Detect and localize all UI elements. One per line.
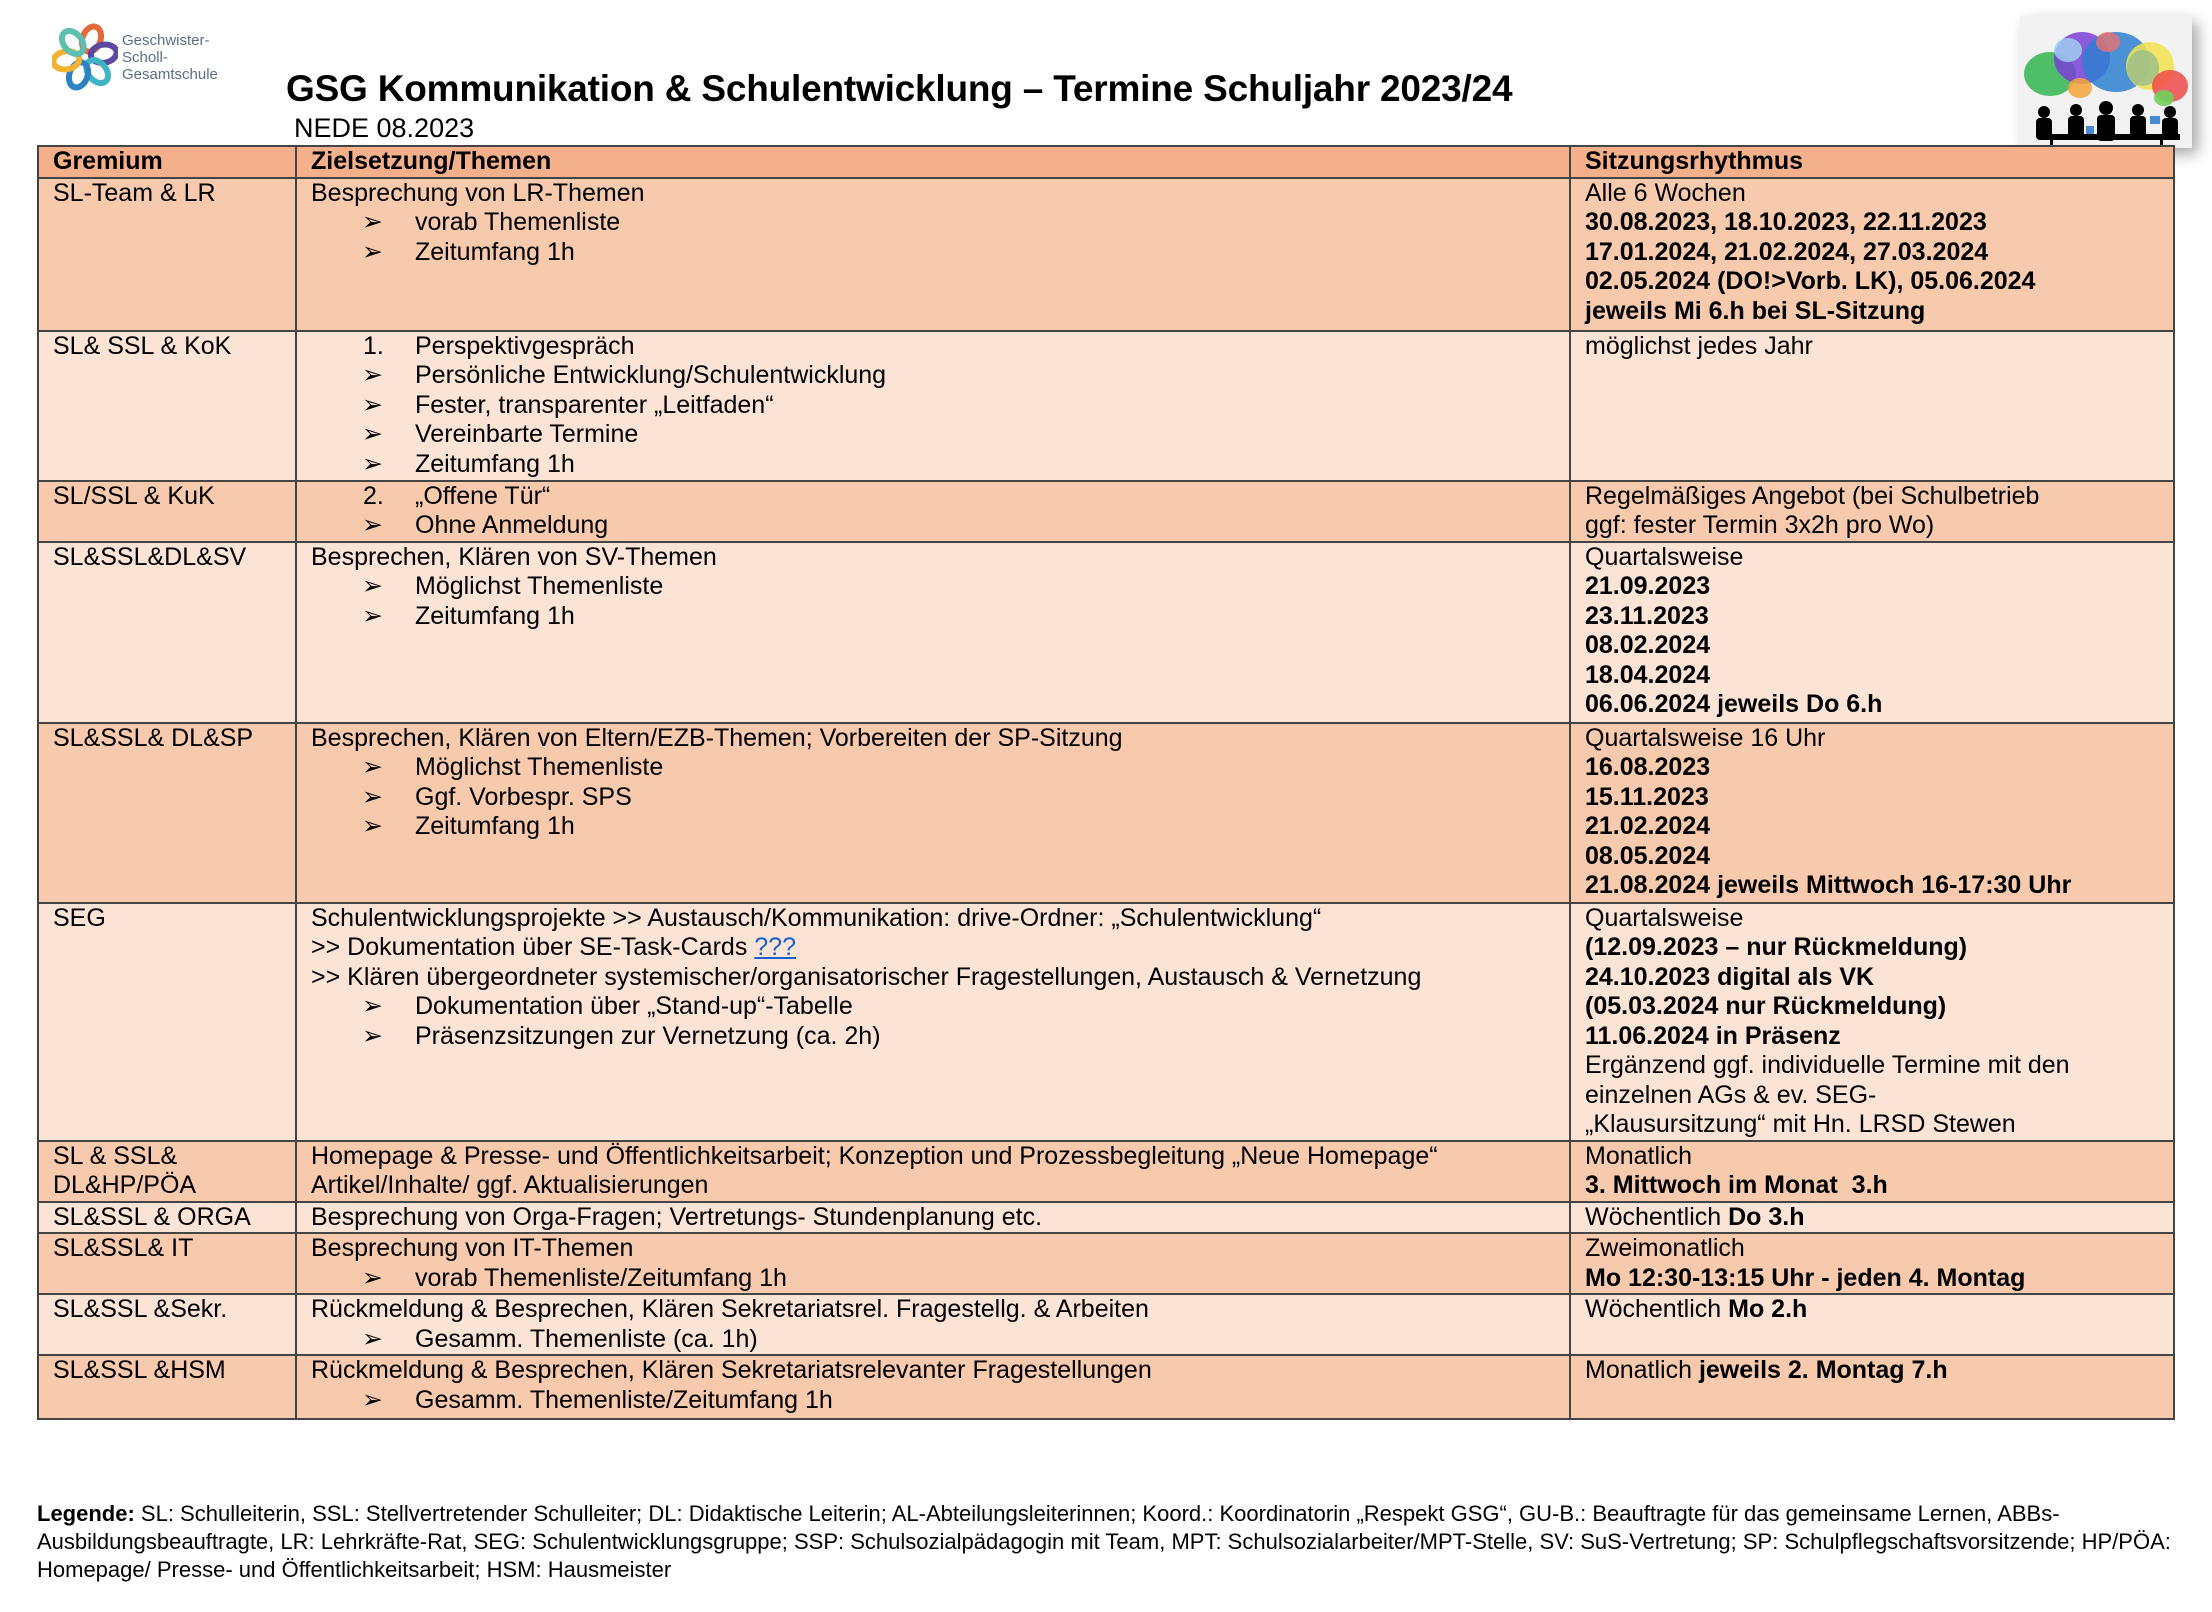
arrow-bullet-icon: ➢ (362, 390, 383, 419)
item-text: Dokumentation über „Stand-up“-Tabelle (415, 992, 853, 1020)
arrow-bullet-icon: ➢ (362, 511, 383, 539)
item-text: Zeitumfang 1h (415, 812, 575, 840)
gremium-text: SEG (53, 903, 106, 932)
theme-text-with-link (311, 933, 1555, 963)
bullet-item (311, 208, 1555, 238)
rhythm-text: Quartalsweise (1585, 542, 1744, 571)
arrow-bullet-icon: ➢ (362, 812, 383, 840)
cell-rhythmus (1570, 178, 2174, 331)
cell-themen (296, 723, 1570, 903)
gremium-text: SL/SSL & KuK (53, 481, 215, 510)
rhythm-text: Monatlich (1585, 1356, 1699, 1384)
rhythmus-line (1585, 1356, 2159, 1386)
arrow-bullet-icon: ➢ (362, 361, 383, 389)
rhythmus-line (1585, 1051, 2159, 1081)
rhythmus-line (1585, 1203, 2159, 1233)
rhythmus-line (1585, 871, 2159, 901)
arrow-bullet-icon: ➢ (362, 753, 383, 781)
cell-rhythmus (1570, 903, 2174, 1141)
bullet-item (311, 1264, 1555, 1294)
gremium-text: SL&SSL & ORGA (53, 1202, 251, 1231)
cell-gremium (38, 1202, 296, 1234)
date-text: 02.05.2024 (DO!>Vorb. LK), 05.06.2024 (1585, 267, 2036, 295)
logo-text (122, 32, 218, 83)
cell-gremium (38, 903, 296, 1141)
legend-text: SL: Schulleiterin, SSL: Stellvertretender Schulleiter; DL: Didaktische Leiterin; AL-Abteilungsleiterinnen; Koord.: Koordinatorin „Respekt GSG“, GU-B.: Beauftragte für das gemeinsame Lernen, ABBs-Ausbildungsbeauftragte, LR: Lehrkräfte-Rat, SEG: Schulentwicklungsgruppe; SSP: Schulsozialpädagogin mit Team, MPT: Schulsozialarbeiter/MPT-Stelle, SV: SuS-Vertretung; SP: Schulpflegschaftsvorsitzende; HP/PÖA: Homepage/ Presse- und Öffentlichkeitsarbeit; HSM: Hausmeister (37, 1501, 2171, 1582)
arrow-bullet-icon: ➢ (362, 1263, 383, 1292)
flower-logo-icon (52, 22, 118, 92)
rhythmus-line (1585, 963, 2159, 993)
arrow-bullet-icon: ➢ (362, 208, 383, 236)
date-text: jeweils Mi 6.h bei SL-Sitzung (1585, 296, 1926, 325)
rhythmus-line (1585, 1142, 2159, 1172)
date-text: Mo 12:30-13:15 Uhr - jeden 4. Montag (1585, 1263, 2026, 1292)
date-text: (12.09.2023 – nur Rückmeldung) (1585, 933, 1968, 961)
cell-gremium (38, 178, 296, 331)
rhythmus-line (1585, 904, 2159, 934)
item-text: Fester, transparenter „Leitfaden“ (415, 390, 774, 419)
date-text: 08.02.2024 (1585, 631, 1711, 659)
arrow-bullet-icon: ➢ (362, 572, 383, 600)
cell-gremium (38, 1355, 296, 1419)
cell-rhythmus (1570, 481, 2174, 542)
bullet-item (311, 602, 1555, 632)
rhythmus-line (1585, 572, 2159, 602)
cell-rhythmus (1570, 723, 2174, 903)
rhythmus-line (1585, 1171, 2159, 1201)
rhythm-text: Quartalsweise 16 Uhr (1585, 723, 1826, 752)
theme-text: Artikel/Inhalte/ ggf. Aktualisierungen (311, 1171, 709, 1199)
numbered-item (311, 482, 1555, 512)
rhythmus-line (1585, 812, 2159, 842)
arrow-bullet-icon: ➢ (362, 1021, 383, 1050)
date-text: 30.08.2023, 18.10.2023, 22.11.2023 (1585, 208, 1987, 236)
item-text: Möglichst Themenliste (415, 572, 664, 600)
rhythmus-line (1585, 1110, 2159, 1140)
bullet-item (311, 391, 1555, 421)
date-text: jeweils 2. Montag 7.h (1698, 1356, 1948, 1384)
rhythm-text: Wöchentlich (1585, 1295, 1729, 1323)
cell-gremium (38, 542, 296, 723)
bullet-item (311, 1386, 1555, 1416)
school-logo (52, 22, 252, 94)
table-row (38, 1355, 2174, 1419)
rhythmus-line (1585, 631, 2159, 661)
bullet-item (311, 361, 1555, 391)
rhythm-text: Wöchentlich (1585, 1202, 1729, 1231)
cell-themen (296, 1202, 1570, 1234)
theme-text: Rückmeldung & Besprechen, Klären Sekretariatsrel. Fragestellg. & Arbeiten (311, 1295, 1149, 1323)
arrow-bullet-icon: ➢ (362, 1324, 383, 1353)
gremium-text: SL & SSL& (53, 1141, 178, 1170)
rhythm-text: Quartalsweise (1585, 903, 1744, 932)
rhythmus-line (1585, 1295, 2159, 1325)
date-text: Mo 2.h (1728, 1295, 1808, 1323)
date-text: 15.11.2023 (1585, 782, 1709, 811)
meeting-speech-bubbles-icon (2020, 16, 2192, 148)
theme-text: Besprechen, Klären von SV-Themen (311, 542, 717, 571)
bullet-item (311, 450, 1555, 480)
task-cards-link[interactable]: ??? (754, 933, 796, 961)
rhythmus-line (1585, 842, 2159, 872)
cell-gremium (38, 1141, 296, 1202)
rhythm-text: Regelmäßiges Angebot (bei Schulbetrieb (1585, 481, 2040, 510)
bullet-item (311, 783, 1555, 813)
logo-line: Geschwister- (122, 32, 210, 49)
table-row (38, 1141, 2174, 1202)
list-number: 2. (363, 481, 384, 510)
rhythm-text: möglichst jedes Jahr (1585, 331, 1813, 360)
bullet-item (311, 992, 1555, 1022)
legend (37, 1500, 2177, 1584)
cell-gremium (38, 481, 296, 542)
rhythmus-line (1585, 661, 2159, 691)
cell-themen (296, 481, 1570, 542)
rhythmus-line (1585, 1022, 2159, 1052)
rhythmus-line (1585, 783, 2159, 813)
table-row (38, 178, 2174, 331)
gremium-text: SL&SSL&DL&SV (53, 542, 247, 571)
cell-rhythmus (1570, 1202, 2174, 1234)
rhythm-text: ggf: fester Termin 3x2h pro Wo) (1585, 511, 1935, 539)
bullet-item (311, 572, 1555, 602)
gremium-text: SL-Team & LR (53, 178, 216, 207)
table-header-row (38, 146, 2174, 178)
rhythm-text: Ergänzend ggf. individuelle Termine mit den (1585, 1051, 2070, 1079)
item-text: Zeitumfang 1h (415, 601, 575, 630)
bullet-item (311, 1325, 1555, 1355)
rhythmus-line (1585, 208, 2159, 238)
rhythmus-line (1585, 297, 2159, 327)
rhythmus-line (1585, 267, 2159, 297)
gremium-text: DL&HP/PÖA (53, 1171, 197, 1199)
item-text: Perspektivgespräch (415, 331, 635, 360)
arrow-bullet-icon: ➢ (362, 782, 383, 811)
item-text: vorab Themenliste (415, 208, 621, 236)
theme-text: Besprechen, Klären von Eltern/EZB-Themen; Vorbereiten der SP-Sitzung (311, 723, 1123, 752)
date-text: 18.04.2024 (1585, 660, 1711, 689)
legend-label: Legende: (37, 1501, 135, 1526)
item-text: Möglichst Themenliste (415, 753, 664, 781)
rhythm-text: Zweimonatlich (1585, 1234, 1745, 1262)
cell-gremium (38, 723, 296, 903)
date-text: 06.06.2024 jeweils Do 6.h (1585, 690, 1883, 718)
date-text: 08.05.2024 (1585, 841, 1711, 870)
cell-themen (296, 542, 1570, 723)
rhythmus-line (1585, 690, 2159, 720)
cell-themen (296, 1141, 1570, 1202)
rhythmus-line (1585, 992, 2159, 1022)
theme-text: Besprechung von Orga-Fragen; Vertretungs- Stundenplanung etc. (311, 1202, 1043, 1231)
table-row (38, 1202, 2174, 1234)
item-text: „Offene Tür“ (415, 481, 551, 510)
bullet-item (311, 511, 1555, 541)
item-text: Zeitumfang 1h (415, 449, 575, 478)
cell-rhythmus (1570, 1141, 2174, 1202)
date-text: 24.10.2023 digital als VK (1585, 962, 1875, 991)
numbered-item (311, 332, 1555, 362)
column-header-themen: Zielsetzung/Themen (296, 146, 1570, 178)
bullet-item (311, 753, 1555, 783)
arrow-bullet-icon: ➢ (362, 449, 383, 478)
date-text: 21.09.2023 (1585, 572, 1711, 600)
item-text: Präsenzsitzungen zur Vernetzung (ca. 2h) (415, 1021, 881, 1050)
date-text: 23.11.2023 (1585, 601, 1709, 630)
table-body (38, 178, 2174, 1420)
date-text: (05.03.2024 nur Rückmeldung) (1585, 992, 1947, 1020)
cell-rhythmus (1570, 1355, 2174, 1419)
theme-text: Schulentwicklungsprojekte >> Austausch/Kommunikation: drive-Ordner: „Schulentwicklung“ (311, 903, 1322, 932)
rhythm-text: Alle 6 Wochen (1585, 178, 1746, 207)
table-row (38, 903, 2174, 1141)
rhythm-text: „Klausursitzung“ mit Hn. LRSD Stewen (1585, 1110, 2016, 1138)
table-row (38, 481, 2174, 542)
page-subtitle: NEDE 08.2023 (294, 113, 475, 143)
date-text: 21.08.2024 jeweils Mittwoch 16-17:30 Uhr (1585, 871, 2072, 899)
arrow-bullet-icon: ➢ (362, 992, 383, 1020)
theme-text: >> Klären übergeordneter systemischer/organisatorischer Fragestellungen, Austausch & Vernetzung (311, 962, 1422, 991)
logo-line: Scholl- (122, 49, 168, 66)
table-row (38, 1233, 2174, 1294)
meeting-image (2020, 16, 2192, 148)
gremium-text: SL&SSL& DL&SP (53, 723, 254, 752)
rhythmus-line (1585, 1264, 2159, 1294)
rhythmus-line (1585, 1234, 2159, 1264)
rhythmus-line (1585, 753, 2159, 783)
item-text: Zeitumfang 1h (415, 237, 575, 266)
cell-rhythmus (1570, 331, 2174, 481)
column-header-rhythmus: Sitzungsrhythmus (1570, 146, 2174, 178)
date-text: 21.02.2024 (1585, 812, 1711, 840)
item-text: Gesamm. Themenliste (ca. 1h) (415, 1324, 758, 1353)
date-text: Do 3.h (1728, 1202, 1805, 1231)
rhythmus-line (1585, 179, 2159, 209)
rhythmus-line (1585, 482, 2159, 512)
rhythmus-line (1585, 332, 2159, 362)
cell-rhythmus (1570, 1294, 2174, 1355)
cell-themen (296, 1294, 1570, 1355)
rhythmus-line (1585, 602, 2159, 632)
bullet-item (311, 1022, 1555, 1052)
theme-text: Besprechung von LR-Themen (311, 178, 645, 207)
cell-rhythmus (1570, 542, 2174, 723)
rhythm-text: einzelnen AGs & ev. SEG- (1585, 1080, 1877, 1109)
item-text: Vereinbarte Termine (415, 420, 639, 448)
rhythmus-line (1585, 933, 2159, 963)
list-number: 1. (363, 331, 384, 360)
table-row (38, 331, 2174, 481)
arrow-bullet-icon: ➢ (362, 1385, 383, 1414)
cell-gremium (38, 1294, 296, 1355)
rhythmus-line (1585, 543, 2159, 573)
arrow-bullet-icon: ➢ (362, 601, 383, 630)
table-row (38, 542, 2174, 723)
date-text: 11.06.2024 in Präsenz (1585, 1021, 1841, 1050)
item-text: Persönliche Entwicklung/Schulentwicklung (415, 361, 887, 389)
cell-themen (296, 331, 1570, 481)
gremium-text: SL&SSL &HSM (53, 1356, 226, 1384)
item-text: vorab Themenliste/Zeitumfang 1h (415, 1263, 787, 1292)
arrow-bullet-icon: ➢ (362, 237, 383, 266)
cell-themen (296, 178, 1570, 331)
cell-themen (296, 1233, 1570, 1294)
rhythmus-line (1585, 238, 2159, 268)
cell-themen (296, 903, 1570, 1141)
date-text: 16.08.2023 (1585, 753, 1711, 781)
item-text: Ohne Anmeldung (415, 511, 609, 539)
bullet-item (311, 812, 1555, 842)
column-header-gremium: Gremium (38, 146, 296, 178)
bullet-item (311, 238, 1555, 268)
cell-themen (296, 1355, 1570, 1419)
cell-gremium (38, 1233, 296, 1294)
theme-text: Besprechung von IT-Themen (311, 1234, 634, 1262)
rhythm-text: Monatlich (1585, 1141, 1692, 1170)
rhythmus-line (1585, 511, 2159, 541)
theme-text: Rückmeldung & Besprechen, Klären Sekretariatsrelevanter Fragestellungen (311, 1356, 1152, 1384)
date-text: 3. Mittwoch im Monat 3.h (1585, 1171, 1888, 1199)
gremium-text: SL&SSL &Sekr. (53, 1295, 228, 1323)
item-text: Gesamm. Themenliste/Zeitumfang 1h (415, 1385, 833, 1414)
theme-text: >> Dokumentation über SE-Task-Cards (311, 933, 755, 961)
date-text: 17.01.2024, 21.02.2024, 27.03.2024 (1585, 237, 1989, 266)
rhythmus-line (1585, 1081, 2159, 1111)
page-title: GSG Kommunikation & Schulentwicklung – Termine Schuljahr 2023/24 (286, 68, 1513, 109)
bullet-item (311, 420, 1555, 450)
theme-text: Homepage & Presse- und Öffentlichkeitsarbeit; Konzeption und Prozessbegleitung „Neue Homepage“ (311, 1141, 1438, 1170)
table-row (38, 723, 2174, 903)
schedule-table (37, 145, 2175, 1420)
gremium-text: SL&SSL& IT (53, 1234, 194, 1262)
gremium-text: SL& SSL & KoK (53, 331, 232, 360)
arrow-bullet-icon: ➢ (362, 420, 383, 448)
cell-rhythmus (1570, 1233, 2174, 1294)
item-text: Ggf. Vorbespr. SPS (415, 782, 632, 811)
logo-line: Gesamtschule (122, 66, 218, 83)
rhythmus-line (1585, 724, 2159, 754)
table-row (38, 1294, 2174, 1355)
cell-gremium (38, 331, 296, 481)
